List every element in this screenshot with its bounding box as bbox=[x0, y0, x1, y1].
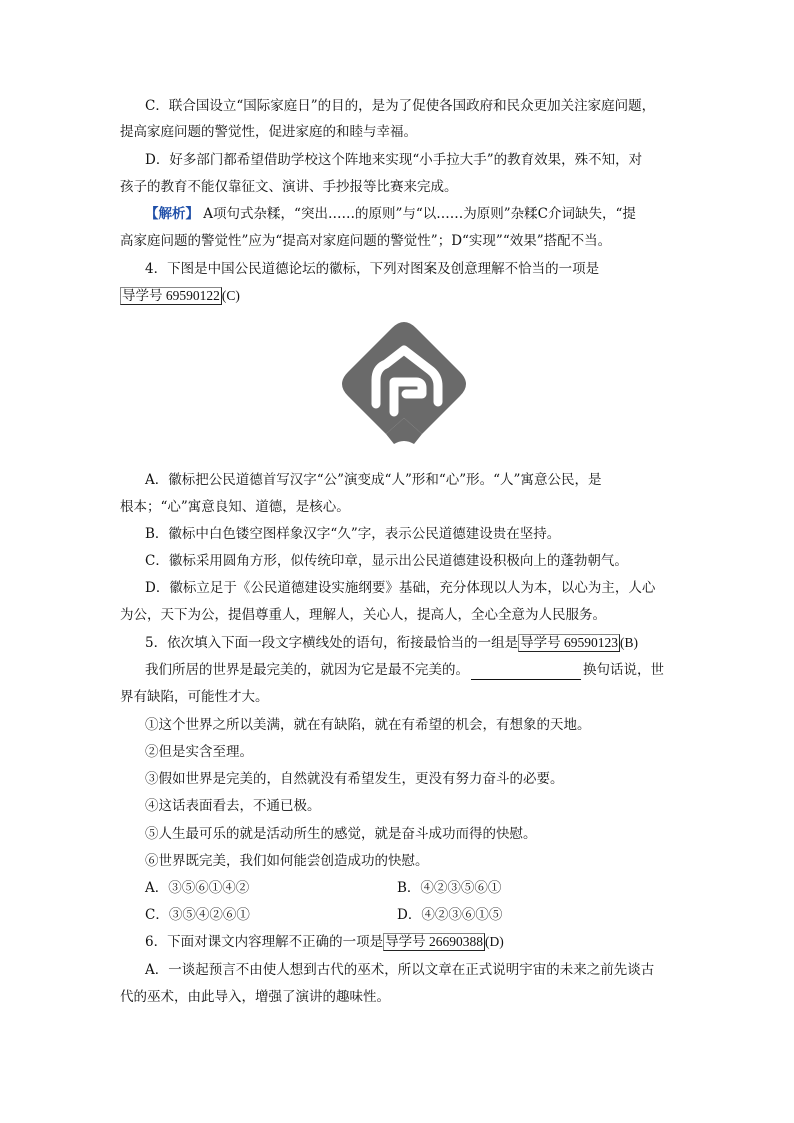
q5-option-a: A．③⑤⑥①④② bbox=[145, 880, 250, 896]
q5-sentence-5: ⑤人生最可乐的就是活动所生的感觉，就是奋斗成功而得的快慰。 bbox=[145, 826, 537, 842]
q4-option-c: C．徽标采用圆角方形，似传统印章，显示出公民道德建设积极向上的蓬勃朝气。 bbox=[145, 553, 628, 569]
q6-answer: (D) bbox=[484, 934, 504, 949]
q4-option-a-line-2: 根本；“心”寓意良知、道德，是核心。 bbox=[120, 499, 350, 515]
q6-option-a-line-1: A．一谈起预言不由使人想到古代的巫术，所以文章在正式说明宇宙的未来之前先谈古 bbox=[145, 962, 655, 978]
q4-option-a-line-1: A．徽标把公民道德首写汉字“公”演变成“人”形和“心”形。“人”寓意公民，是 bbox=[145, 472, 602, 488]
q5-blank bbox=[471, 665, 581, 680]
q4-option-b: B．徽标中白色镂空图样象汉字“久”字，表示公民道德建设贵在坚持。 bbox=[145, 526, 561, 542]
q5-passage-line-1 bbox=[145, 660, 705, 680]
q4-option-d-line-2: 为公，天下为公，提倡尊重人，理解人，关心人，提高人，全心全意为人民服务。 bbox=[120, 607, 606, 623]
q4-option-d-line-1: D．徽标立足于《公民道德建设实施纲要》基础，充分体现以人为本，以心为主，人心 bbox=[145, 580, 656, 596]
option-c-line-2: 提高家庭问题的警觉性，促进家庭的和睦与幸福。 bbox=[120, 124, 417, 140]
q4-stem: 4．下图是中国公民道德论坛的徽标，下列对图案及创意理解不恰当的一项是 bbox=[145, 261, 600, 277]
q4-tag[interactable]: 导学号 69590122 bbox=[122, 288, 220, 303]
q5-option-c: C．③⑤④②⑥① bbox=[145, 907, 250, 923]
q5-sentence-1: ①这个世界之所以美满，就在有缺陷，就在有希望的机会，有想象的天地。 bbox=[145, 717, 591, 733]
q4-answer: (C) bbox=[221, 288, 240, 303]
q5-sentence-3: ③假如世界是完美的，自然就没有希望发生，更没有努力奋斗的必要。 bbox=[145, 771, 564, 787]
q5-passage-1a: 我们所居的世界是最完美的，就因为它是最不完美的。 bbox=[145, 662, 469, 678]
analysis-line-1 bbox=[145, 204, 705, 224]
q5-option-d: D．④②③⑥①⑤ bbox=[397, 907, 503, 923]
q6-stem-line bbox=[145, 932, 705, 952]
analysis-text-1: A项句式杂糅，“突出……的原则”与“以……为原则”杂糅C介词缺失，“提 bbox=[199, 206, 636, 222]
option-c-line-1: C．联合国设立“国际家庭日”的目的，是为了促使各国政府和民众更加关注家庭问题， bbox=[145, 98, 656, 114]
q4-tag-line bbox=[120, 286, 680, 306]
analysis-label: 【解析】 bbox=[145, 206, 199, 222]
q5-passage-line-2: 界有缺陷，可能性才大。 bbox=[120, 689, 269, 705]
q5-options-row-1 bbox=[145, 878, 705, 898]
analysis-line-2: 高家庭问题的警觉性”应为“提高对家庭问题的警觉性”；D“实现”“效果”搭配不当。 bbox=[120, 233, 612, 249]
option-d-line-2: 孩子的教育不能仅靠征文、演讲、手抄报等比赛来完成。 bbox=[120, 179, 458, 195]
q6-stem: 6．下面对课文内容理解不正确的一项是 bbox=[145, 934, 384, 950]
q5-stem-line bbox=[145, 633, 705, 653]
q5-answer: (B) bbox=[619, 635, 638, 650]
q6-tag[interactable]: 导学号 26690388 bbox=[385, 934, 483, 949]
q5-tag[interactable]: 导学号 69590123 bbox=[520, 635, 618, 650]
q5-sentence-2: ②但是实含至理。 bbox=[145, 744, 253, 760]
q5-option-b: B．④②③⑤⑥① bbox=[397, 880, 502, 896]
q6-option-a-line-2: 代的巫术，由此导入，增强了演讲的趣味性。 bbox=[120, 989, 390, 1005]
option-d-line-1: D．好多部门都希望借助学校这个阵地来实现“小手拉大手”的教育效果，殊不知，对 bbox=[145, 152, 643, 168]
q5-sentence-6: ⑥世界既完美，我们如何能尝创造成功的快慰。 bbox=[145, 853, 429, 869]
citizen-morality-forum-logo-icon bbox=[338, 318, 470, 450]
q5-passage-1b: 换句话说，世 bbox=[583, 662, 664, 678]
q5-stem: 5．依次填入下面一段文字横线处的语句，衔接最恰当的一组是 bbox=[145, 635, 519, 651]
q5-options-row-2 bbox=[145, 905, 705, 925]
q5-sentence-4: ④这话表面看去，不通已极。 bbox=[145, 798, 321, 814]
